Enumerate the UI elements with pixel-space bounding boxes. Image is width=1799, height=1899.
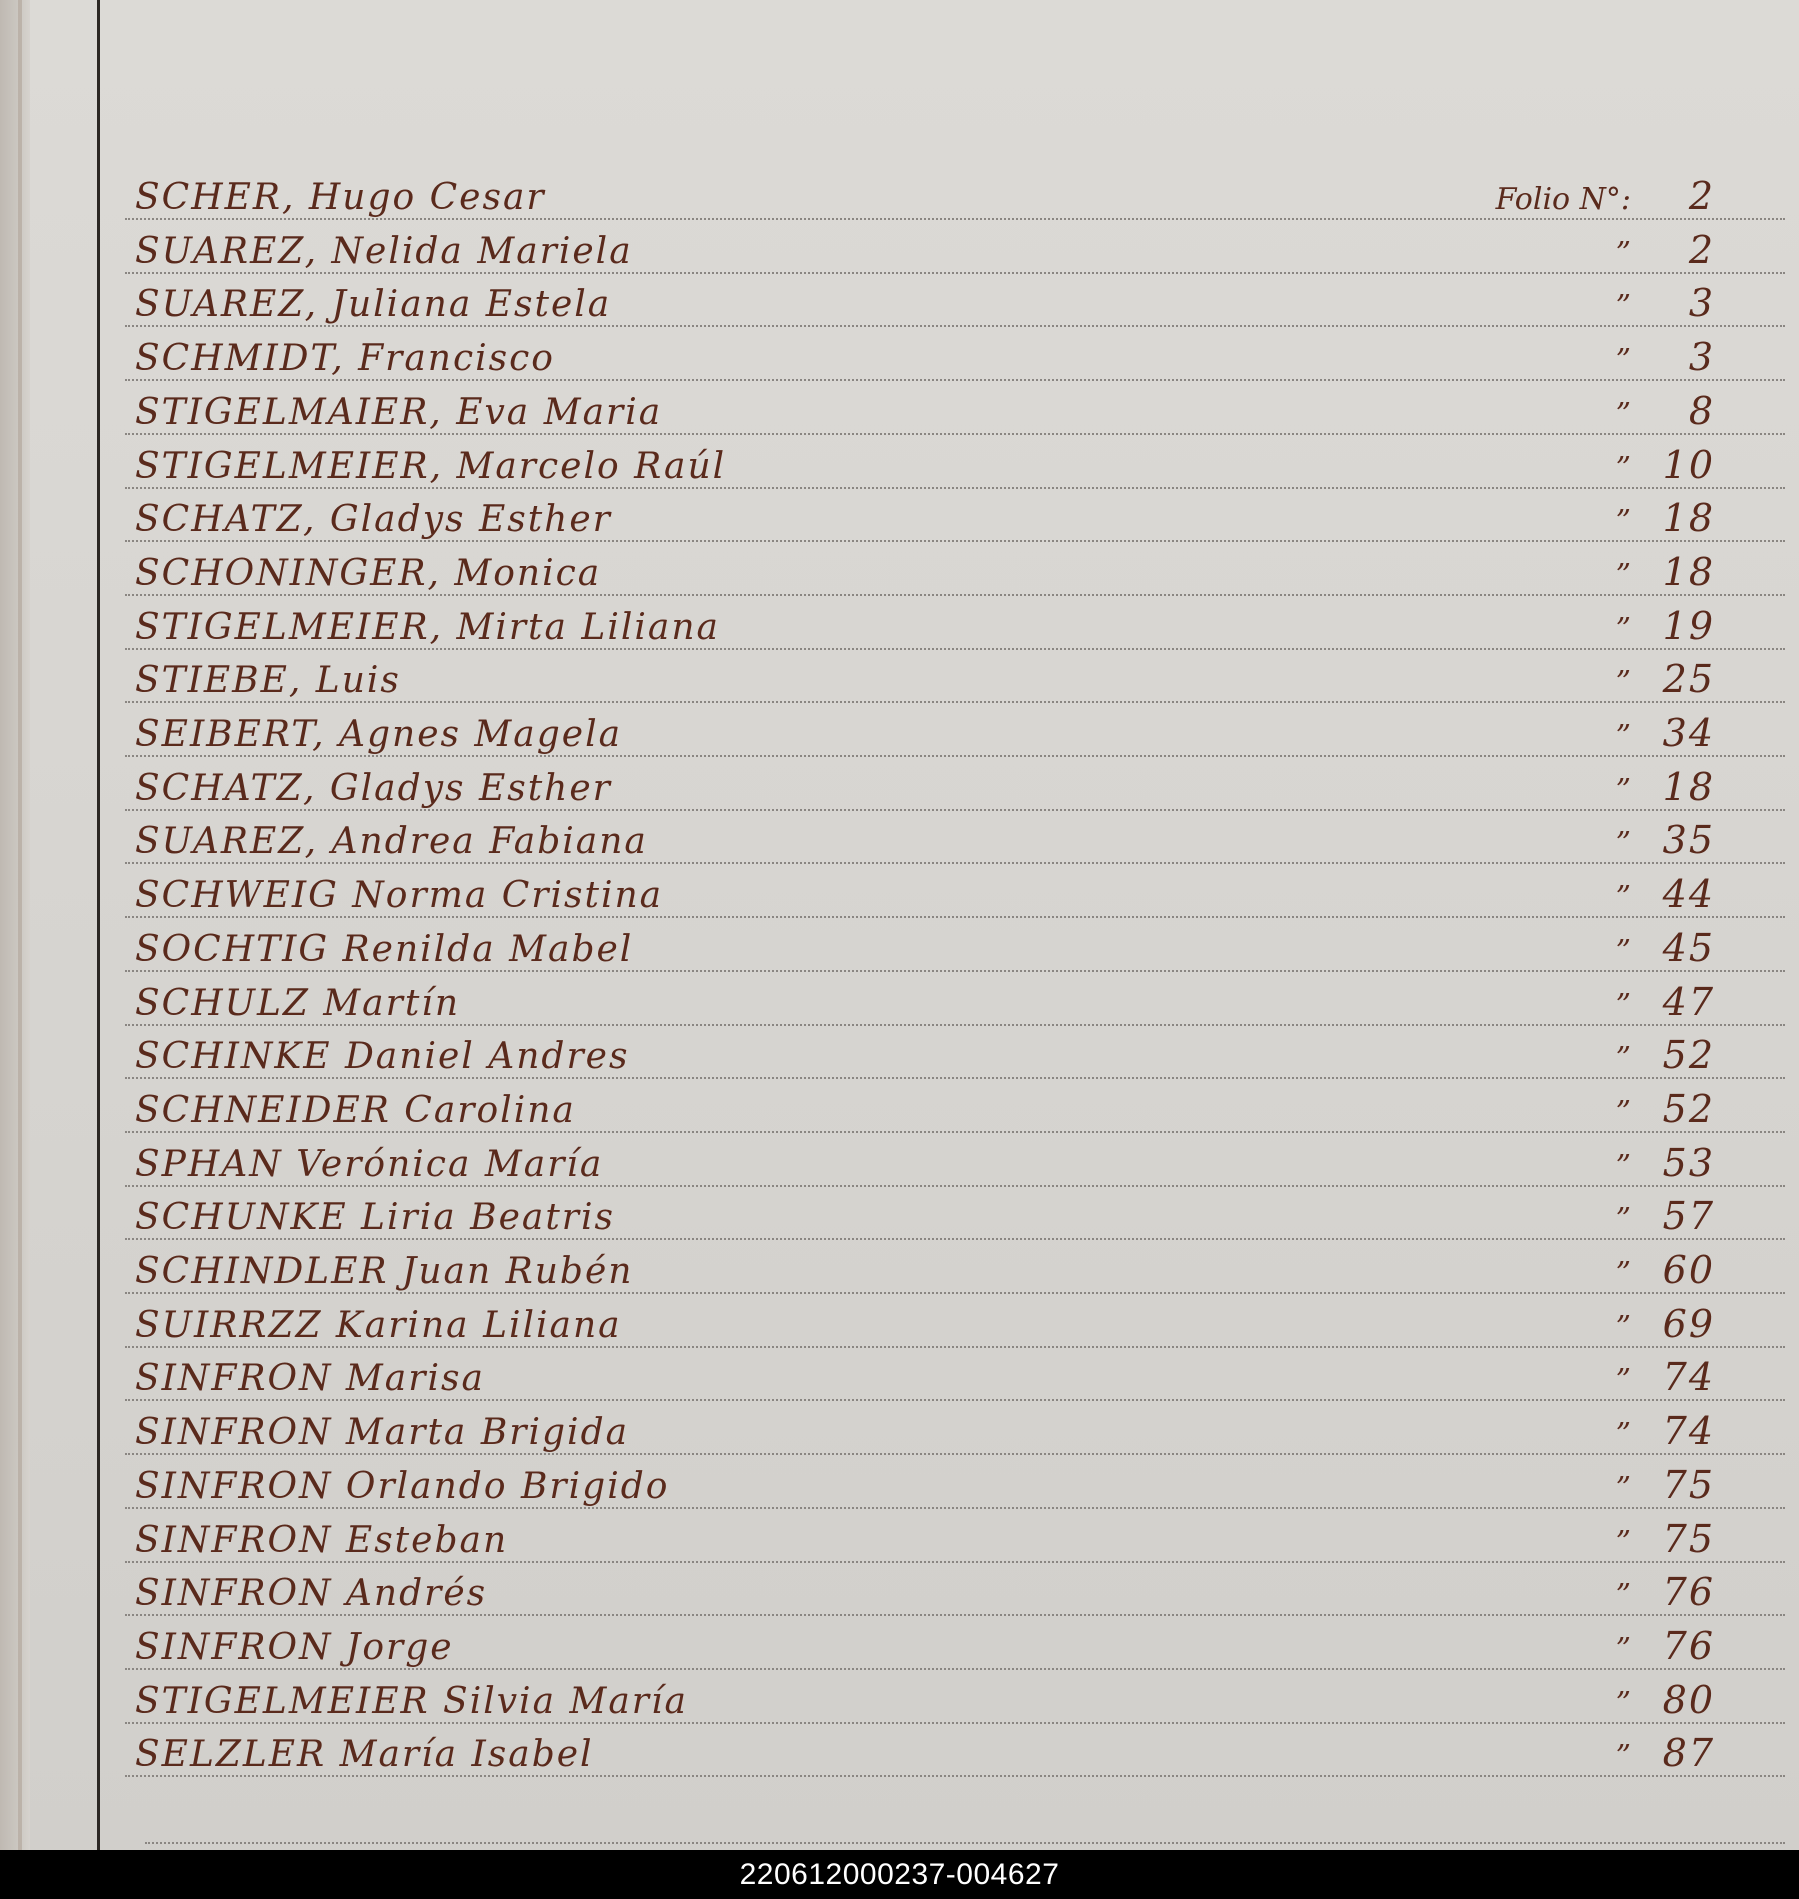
- entry-folio: [1616, 657, 1715, 701]
- dotted-rule: [125, 1668, 1785, 1670]
- entry-folio: [1616, 550, 1715, 594]
- entry-folio: [1616, 1463, 1715, 1507]
- entry-name: STIEBE, Luis: [135, 660, 401, 701]
- dotted-rule: [125, 809, 1785, 811]
- ledger-row: [125, 1135, 1785, 1189]
- ledger-row: [125, 1403, 1785, 1457]
- dotted-rule: [125, 594, 1785, 596]
- ledger-row: [125, 544, 1785, 598]
- entry-folio: [1496, 174, 1715, 218]
- entry-folio: [1616, 228, 1715, 272]
- folio-mark: ”: [1615, 1471, 1631, 1506]
- dotted-rule: [125, 1238, 1785, 1240]
- entry-name: SCHATZ, Gladys Esther: [135, 768, 612, 809]
- dotted-rule: [125, 755, 1785, 757]
- dotted-rule: [125, 1722, 1785, 1724]
- folio-number: 3: [1688, 281, 1715, 325]
- ledger-row: [125, 1188, 1785, 1242]
- dotted-rule: [125, 1131, 1785, 1133]
- ledger-row: [125, 598, 1785, 652]
- ledger-row: [125, 1349, 1785, 1403]
- entry-folio: [1616, 818, 1715, 862]
- folio-mark: ”: [1615, 988, 1631, 1023]
- entry-name: STIGELMEIER, Mirta Liliana: [135, 607, 720, 648]
- ledger-row: [125, 1027, 1785, 1081]
- ledger-row: [125, 275, 1785, 329]
- entry-name: SCHINDLER Juan Rubén: [135, 1251, 634, 1292]
- folio-mark: ”: [1615, 1686, 1631, 1721]
- folio-number: 74: [1662, 1409, 1715, 1453]
- dotted-rule: [125, 1453, 1785, 1455]
- folio-number: 25: [1662, 657, 1715, 701]
- ledger-row: [125, 812, 1785, 866]
- entry-folio: [1616, 765, 1715, 809]
- entry-folio: [1616, 496, 1715, 540]
- entry-name: SCHNEIDER Carolina: [135, 1090, 576, 1131]
- dotted-rule: [125, 487, 1785, 489]
- entry-name: SCHATZ, Gladys Esther: [135, 499, 612, 540]
- folio-number: 53: [1662, 1141, 1715, 1185]
- dotted-rule: [125, 701, 1785, 703]
- entry-name: SCHULZ Martín: [135, 983, 461, 1024]
- folio-mark: ”: [1615, 1310, 1631, 1345]
- dotted-rule: [125, 1399, 1785, 1401]
- entry-folio: [1616, 1678, 1715, 1722]
- entry-folio: [1616, 604, 1715, 648]
- folio-number: 74: [1662, 1355, 1715, 1399]
- folio-number: 87: [1662, 1731, 1715, 1775]
- ledger-row: [125, 222, 1785, 276]
- entry-name: SINFRON Marisa: [135, 1358, 485, 1399]
- folio-number: 76: [1662, 1624, 1715, 1668]
- entry-name: SEIBERT, Agnes Magela: [135, 714, 623, 755]
- entry-name: SUAREZ, Nelida Mariela: [135, 231, 633, 272]
- ledger-row: [125, 1242, 1785, 1296]
- entry-name: SUIRRZZ Karina Liliana: [135, 1305, 622, 1346]
- ledger-row: [125, 1672, 1785, 1726]
- folio-mark: ”: [1615, 397, 1631, 432]
- entry-name: SCHMIDT, Francisco: [135, 338, 555, 379]
- folio-mark: ”: [1615, 1578, 1631, 1613]
- margin-line: [97, 0, 100, 1850]
- folio-mark: ”: [1615, 451, 1631, 486]
- entry-folio: [1616, 1624, 1715, 1668]
- dotted-rule: [125, 272, 1785, 274]
- folio-number: 75: [1662, 1463, 1715, 1507]
- entry-folio: [1616, 443, 1715, 487]
- folio-mark: ”: [1615, 665, 1631, 700]
- dotted-rule: [125, 1292, 1785, 1294]
- dotted-rule: [125, 1561, 1785, 1563]
- entry-folio: [1616, 711, 1715, 755]
- folio-mark: ”: [1615, 719, 1631, 754]
- dotted-rule: [125, 1077, 1785, 1079]
- ledger-row: [125, 759, 1785, 813]
- entry-name: SCHWEIG Norma Cristina: [135, 875, 664, 916]
- entry-folio: [1616, 926, 1715, 970]
- folio-number: 57: [1662, 1194, 1715, 1238]
- entry-folio: [1616, 1087, 1715, 1131]
- ledger-row: [125, 651, 1785, 705]
- folio-mark: ”: [1615, 934, 1631, 969]
- dotted-rule: [125, 540, 1785, 542]
- folio-number: 52: [1662, 1087, 1715, 1131]
- folio-number: 10: [1662, 443, 1715, 487]
- folio-mark: ”: [1615, 1256, 1631, 1291]
- ledger-row: [125, 383, 1785, 437]
- entry-name: SPHAN Verónica María: [135, 1144, 604, 1185]
- folio-mark: ”: [1615, 1632, 1631, 1667]
- folio-mark: ”: [1615, 826, 1631, 861]
- entry-folio: [1616, 1248, 1715, 1292]
- entry-name: SCHINKE Daniel Andres: [135, 1036, 630, 1077]
- folio-mark: ”: [1615, 880, 1631, 915]
- dotted-rule: [125, 916, 1785, 918]
- dotted-rule: [125, 1346, 1785, 1348]
- folio-number: 52: [1662, 1033, 1715, 1077]
- binding-edge: [18, 0, 22, 1850]
- entry-folio: [1616, 872, 1715, 916]
- folio-number: 35: [1662, 818, 1715, 862]
- folio-mark: ”: [1615, 1417, 1631, 1452]
- dotted-rule: [125, 648, 1785, 650]
- folio-number: 2: [1688, 174, 1715, 218]
- entry-name: SUAREZ, Juliana Estela: [135, 284, 612, 325]
- dotted-rule: [125, 862, 1785, 864]
- entry-name: SCHER, Hugo Cesar: [135, 177, 546, 218]
- ledger-row: [125, 1511, 1785, 1565]
- entry-name: STIGELMEIER, Marcelo Raúl: [135, 446, 727, 487]
- folio-mark: ”: [1615, 612, 1631, 647]
- entry-folio: [1616, 1355, 1715, 1399]
- folio-number: 2: [1688, 228, 1715, 272]
- ledger-row: [125, 866, 1785, 920]
- entry-folio: [1616, 1033, 1715, 1077]
- dotted-rule: [125, 379, 1785, 381]
- folio-mark: Folio N°:: [1495, 182, 1631, 217]
- entry-folio: [1616, 1194, 1715, 1238]
- entry-folio: [1616, 281, 1715, 325]
- folio-mark: ”: [1615, 1202, 1631, 1237]
- entry-folio: [1616, 1302, 1715, 1346]
- folio-mark: ”: [1615, 1363, 1631, 1398]
- folio-number: 3: [1688, 335, 1715, 379]
- folio-number: 34: [1662, 711, 1715, 755]
- folio-number: 80: [1662, 1678, 1715, 1722]
- dotted-rule: [125, 433, 1785, 435]
- entry-name: SINFRON Andrés: [135, 1573, 488, 1614]
- dotted-rule: [125, 1614, 1785, 1616]
- folio-number: 8: [1688, 389, 1715, 433]
- entry-name: STIGELMAIER, Eva Maria: [135, 392, 663, 433]
- entry-folio: [1616, 1409, 1715, 1453]
- folio-number: 69: [1662, 1302, 1715, 1346]
- ledger-row: [125, 1618, 1785, 1672]
- entry-name: SOCHTIG Renilda Mabel: [135, 929, 634, 970]
- dotted-rule: [125, 1185, 1785, 1187]
- folio-mark: ”: [1615, 1095, 1631, 1130]
- entry-folio: [1616, 1570, 1715, 1614]
- entry-name: SINFRON Jorge: [135, 1627, 454, 1668]
- dotted-rule: [125, 325, 1785, 327]
- dotted-rule: [125, 1507, 1785, 1509]
- folio-number: 18: [1662, 550, 1715, 594]
- entry-name: SCHUNKE Liria Beatris: [135, 1197, 615, 1238]
- entry-name: STIGELMEIER Silvia María: [135, 1681, 688, 1722]
- entry-folio: [1616, 1517, 1715, 1561]
- folio-number: 18: [1662, 496, 1715, 540]
- entry-name: SINFRON Orlando Brigido: [135, 1466, 670, 1507]
- entry-name: SUAREZ, Andrea Fabiana: [135, 821, 648, 862]
- folio-mark: ”: [1615, 1525, 1631, 1560]
- entry-folio: [1616, 980, 1715, 1024]
- entry-name: SELZLER María Isabel: [135, 1734, 594, 1775]
- dotted-rule: [125, 1775, 1785, 1777]
- ledger-row: [125, 1296, 1785, 1350]
- folio-mark: ”: [1615, 558, 1631, 593]
- folio-mark: ”: [1615, 504, 1631, 539]
- dotted-rule: [125, 970, 1785, 972]
- ledger-row: [125, 974, 1785, 1028]
- image-id-label: 220612000237-004627: [739, 1857, 1060, 1891]
- ledger-row: [125, 705, 1785, 759]
- entry-folio: [1616, 1731, 1715, 1775]
- folio-mark: ”: [1615, 236, 1631, 271]
- ledger-row: [125, 490, 1785, 544]
- ledger-row: [125, 920, 1785, 974]
- ledger-row: [125, 1725, 1785, 1779]
- folio-number: 75: [1662, 1517, 1715, 1561]
- folio-mark: ”: [1615, 1739, 1631, 1774]
- ledger-row: [125, 1457, 1785, 1511]
- folio-number: 44: [1662, 872, 1715, 916]
- ledger-row: [125, 1564, 1785, 1618]
- entry-folio: [1616, 335, 1715, 379]
- folio-number: 76: [1662, 1570, 1715, 1614]
- ledger-row: [125, 1081, 1785, 1135]
- folio-mark: ”: [1615, 343, 1631, 378]
- folio-mark: ”: [1615, 1149, 1631, 1184]
- binding-shadow: [0, 0, 30, 1850]
- folio-number: 47: [1662, 980, 1715, 1024]
- folio-mark: ”: [1615, 289, 1631, 324]
- folio-mark: ”: [1615, 773, 1631, 808]
- entry-folio: [1616, 1141, 1715, 1185]
- folio-mark: ”: [1615, 1041, 1631, 1076]
- bottom-rule: [145, 1842, 1785, 1844]
- folio-number: 19: [1662, 604, 1715, 648]
- ledger-row: [125, 168, 1785, 222]
- entry-folio: [1616, 389, 1715, 433]
- folio-number: 60: [1662, 1248, 1715, 1292]
- entry-name: SINFRON Marta Brigida: [135, 1412, 630, 1453]
- entry-name: SINFRON Esteban: [135, 1520, 509, 1561]
- folio-number: 45: [1662, 926, 1715, 970]
- dotted-rule: [125, 218, 1785, 220]
- ledger-row: [125, 437, 1785, 491]
- ledger-row: [125, 329, 1785, 383]
- dotted-rule: [125, 1024, 1785, 1026]
- image-id-bar: [0, 1850, 1799, 1899]
- entry-name: SCHONINGER, Monica: [135, 553, 602, 594]
- folio-number: 18: [1662, 765, 1715, 809]
